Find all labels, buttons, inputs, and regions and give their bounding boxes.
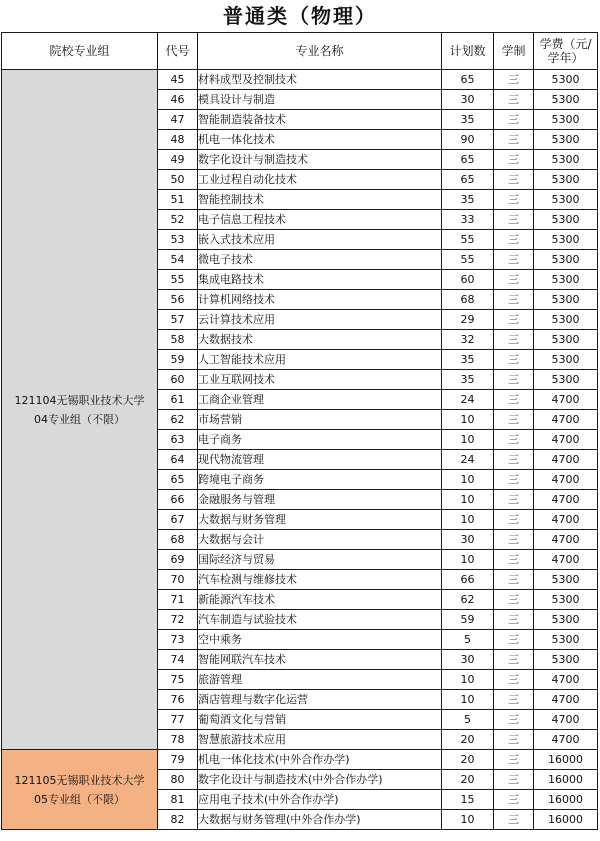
fee-cell: 4700 [534, 450, 598, 470]
fee-cell: 4700 [534, 550, 598, 570]
duration-cell: 三 [494, 250, 534, 270]
duration-cell: 三 [494, 170, 534, 190]
duration-cell: 三 [494, 310, 534, 330]
name-cell: 市场营销 [198, 410, 442, 430]
plan-cell: 60 [442, 270, 494, 290]
name-cell: 智能网联汽车技术 [198, 650, 442, 670]
header-fee [534, 33, 598, 70]
enrollment-table [1, 32, 598, 830]
code-cell: 47 [158, 110, 198, 130]
code-cell: 58 [158, 330, 198, 350]
code-cell: 74 [158, 650, 198, 670]
plan-cell: 10 [442, 410, 494, 430]
name-cell: 数字化设计与制造技术(中外合作办学) [198, 770, 442, 790]
duration-cell: 三 [494, 330, 534, 350]
fee-cell: 5300 [534, 70, 598, 90]
code-cell: 53 [158, 230, 198, 250]
group-label-line1: 121104无锡职业技术大学 [14, 393, 145, 407]
plan-cell: 66 [442, 570, 494, 590]
code-cell: 60 [158, 370, 198, 390]
name-cell: 人工智能技术应用 [198, 350, 442, 370]
plan-cell: 65 [442, 150, 494, 170]
duration-cell: 三 [494, 70, 534, 90]
fee-cell: 16000 [534, 770, 598, 790]
duration-cell: 三 [494, 590, 534, 610]
code-cell: 54 [158, 250, 198, 270]
group-label-line1: 121105无锡职业技术大学 [14, 773, 145, 787]
duration-cell: 三 [494, 130, 534, 150]
fee-cell: 4700 [534, 730, 598, 750]
name-cell: 酒店管理与数字化运营 [198, 690, 442, 710]
name-cell: 智能制造装备技术 [198, 110, 442, 130]
duration-cell: 三 [494, 570, 534, 590]
fee-cell: 4700 [534, 490, 598, 510]
plan-cell: 20 [442, 750, 494, 770]
plan-cell: 10 [442, 510, 494, 530]
fee-cell: 5300 [534, 610, 598, 630]
plan-cell: 29 [442, 310, 494, 330]
name-cell: 嵌入式技术应用 [198, 230, 442, 250]
fee-cell: 5300 [534, 350, 598, 370]
duration-cell: 三 [494, 550, 534, 570]
table-header-row [2, 33, 598, 70]
plan-cell: 24 [442, 450, 494, 470]
code-cell: 81 [158, 790, 198, 810]
code-cell: 68 [158, 530, 198, 550]
plan-cell: 68 [442, 290, 494, 310]
duration-cell: 三 [494, 650, 534, 670]
name-cell: 模具设计与制造 [198, 90, 442, 110]
code-cell: 67 [158, 510, 198, 530]
duration-cell: 三 [494, 430, 534, 450]
duration-cell: 三 [494, 350, 534, 370]
header-duration: 学制 [494, 33, 534, 70]
header-fee-line1: 学费（元/ [539, 37, 592, 51]
duration-cell: 三 [494, 730, 534, 750]
name-cell: 大数据与会计 [198, 530, 442, 550]
name-cell: 新能源汽车技术 [198, 590, 442, 610]
plan-cell: 10 [442, 470, 494, 490]
name-cell: 跨境电子商务 [198, 470, 442, 490]
duration-cell: 三 [494, 790, 534, 810]
fee-cell: 4700 [534, 510, 598, 530]
fee-cell: 4700 [534, 530, 598, 550]
plan-cell: 65 [442, 170, 494, 190]
duration-cell: 三 [494, 410, 534, 430]
group-label-line2: 05专业组（不限） [34, 792, 125, 806]
fee-cell: 16000 [534, 810, 598, 830]
fee-cell: 5300 [534, 190, 598, 210]
plan-cell: 20 [442, 730, 494, 750]
name-cell: 机电一体化技术 [198, 130, 442, 150]
name-cell: 材料成型及控制技术 [198, 70, 442, 90]
plan-cell: 55 [442, 230, 494, 250]
name-cell: 国际经济与贸易 [198, 550, 442, 570]
fee-cell: 5300 [534, 130, 598, 150]
fee-cell: 4700 [534, 410, 598, 430]
duration-cell: 三 [494, 630, 534, 650]
plan-cell: 20 [442, 770, 494, 790]
name-cell: 数字化设计与制造技术 [198, 150, 442, 170]
plan-cell: 30 [442, 650, 494, 670]
plan-cell: 32 [442, 330, 494, 350]
duration-cell: 三 [494, 770, 534, 790]
code-cell: 59 [158, 350, 198, 370]
code-cell: 63 [158, 430, 198, 450]
name-cell: 计算机网络技术 [198, 290, 442, 310]
name-cell: 电子信息工程技术 [198, 210, 442, 230]
code-cell: 61 [158, 390, 198, 410]
plan-cell: 5 [442, 630, 494, 650]
page-title: 普通类（物理） [223, 4, 377, 28]
name-cell: 工业过程自动化技术 [198, 170, 442, 190]
name-cell: 工商企业管理 [198, 390, 442, 410]
name-cell: 电子商务 [198, 430, 442, 450]
plan-cell: 5 [442, 710, 494, 730]
duration-cell: 三 [494, 710, 534, 730]
name-cell: 大数据与财务管理(中外合作办学) [198, 810, 442, 830]
group-cell [2, 750, 158, 830]
duration-cell: 三 [494, 270, 534, 290]
plan-cell: 65 [442, 70, 494, 90]
code-cell: 69 [158, 550, 198, 570]
fee-cell: 5300 [534, 650, 598, 670]
plan-cell: 59 [442, 610, 494, 630]
code-cell: 56 [158, 290, 198, 310]
code-cell: 75 [158, 670, 198, 690]
name-cell: 机电一体化技术(中外合作办学) [198, 750, 442, 770]
plan-cell: 10 [442, 810, 494, 830]
plan-cell: 30 [442, 530, 494, 550]
name-cell: 工业互联网技术 [198, 370, 442, 390]
fee-cell: 5300 [534, 570, 598, 590]
duration-cell: 三 [494, 470, 534, 490]
duration-cell: 三 [494, 810, 534, 830]
duration-cell: 三 [494, 230, 534, 250]
duration-cell: 三 [494, 150, 534, 170]
plan-cell: 15 [442, 790, 494, 810]
table-body [2, 70, 598, 830]
fee-cell: 5300 [534, 110, 598, 130]
fee-cell: 16000 [534, 790, 598, 810]
header-code: 代号 [158, 33, 198, 70]
duration-cell: 三 [494, 530, 534, 550]
plan-cell: 33 [442, 210, 494, 230]
name-cell: 大数据与财务管理 [198, 510, 442, 530]
code-cell: 71 [158, 590, 198, 610]
plan-cell: 10 [442, 670, 494, 690]
code-cell: 57 [158, 310, 198, 330]
fee-cell: 5300 [534, 330, 598, 350]
fee-cell: 5300 [534, 90, 598, 110]
header-fee-line2: 学年） [547, 51, 584, 65]
fee-cell: 5300 [534, 310, 598, 330]
header-group: 院校专业组 [2, 33, 158, 70]
fee-cell: 4700 [534, 390, 598, 410]
name-cell: 集成电路技术 [198, 270, 442, 290]
name-cell: 智慧旅游技术应用 [198, 730, 442, 750]
fee-cell: 5300 [534, 370, 598, 390]
header-name: 专业名称 [198, 33, 442, 70]
duration-cell: 三 [494, 390, 534, 410]
fee-cell: 4700 [534, 690, 598, 710]
code-cell: 52 [158, 210, 198, 230]
code-cell: 46 [158, 90, 198, 110]
code-cell: 82 [158, 810, 198, 830]
plan-cell: 35 [442, 190, 494, 210]
plan-cell: 35 [442, 110, 494, 130]
code-cell: 50 [158, 170, 198, 190]
name-cell: 云计算技术应用 [198, 310, 442, 330]
duration-cell: 三 [494, 210, 534, 230]
fee-cell: 5300 [534, 210, 598, 230]
fee-cell: 4700 [534, 430, 598, 450]
plan-cell: 10 [442, 490, 494, 510]
duration-cell: 三 [494, 290, 534, 310]
name-cell: 汽车制造与试验技术 [198, 610, 442, 630]
code-cell: 70 [158, 570, 198, 590]
fee-cell: 4700 [534, 710, 598, 730]
code-cell: 49 [158, 150, 198, 170]
duration-cell: 三 [494, 690, 534, 710]
duration-cell: 三 [494, 610, 534, 630]
code-cell: 72 [158, 610, 198, 630]
code-cell: 77 [158, 710, 198, 730]
name-cell: 葡萄酒文化与营销 [198, 710, 442, 730]
code-cell: 73 [158, 630, 198, 650]
name-cell: 金融服务与管理 [198, 490, 442, 510]
duration-cell: 三 [494, 190, 534, 210]
duration-cell: 三 [494, 450, 534, 470]
code-cell: 45 [158, 70, 198, 90]
name-cell: 现代物流管理 [198, 450, 442, 470]
plan-cell: 30 [442, 90, 494, 110]
code-cell: 51 [158, 190, 198, 210]
fee-cell: 5300 [534, 290, 598, 310]
plan-cell: 35 [442, 350, 494, 370]
table-row [2, 70, 598, 90]
group-label-line2: 04专业组（不限） [34, 412, 125, 426]
plan-cell: 55 [442, 250, 494, 270]
code-cell: 48 [158, 130, 198, 150]
fee-cell: 5300 [534, 590, 598, 610]
name-cell: 应用电子技术(中外合作办学) [198, 790, 442, 810]
duration-cell: 三 [494, 510, 534, 530]
fee-cell: 4700 [534, 670, 598, 690]
duration-cell: 三 [494, 370, 534, 390]
duration-cell: 三 [494, 90, 534, 110]
duration-cell: 三 [494, 110, 534, 130]
code-cell: 62 [158, 410, 198, 430]
name-cell: 微电子技术 [198, 250, 442, 270]
code-cell: 55 [158, 270, 198, 290]
code-cell: 76 [158, 690, 198, 710]
plan-cell: 90 [442, 130, 494, 150]
plan-cell: 10 [442, 550, 494, 570]
code-cell: 79 [158, 750, 198, 770]
code-cell: 65 [158, 470, 198, 490]
fee-cell: 16000 [534, 750, 598, 770]
name-cell: 汽车检测与维修技术 [198, 570, 442, 590]
name-cell: 空中乘务 [198, 630, 442, 650]
duration-cell: 三 [494, 670, 534, 690]
plan-cell: 10 [442, 430, 494, 450]
fee-cell: 5300 [534, 630, 598, 650]
code-cell: 80 [158, 770, 198, 790]
duration-cell: 三 [494, 490, 534, 510]
fee-cell: 5300 [534, 150, 598, 170]
code-cell: 66 [158, 490, 198, 510]
fee-cell: 5300 [534, 230, 598, 250]
fee-cell: 5300 [534, 270, 598, 290]
plan-cell: 24 [442, 390, 494, 410]
code-cell: 64 [158, 450, 198, 470]
name-cell: 旅游管理 [198, 670, 442, 690]
header-plan: 计划数 [442, 33, 494, 70]
fee-cell: 5300 [534, 170, 598, 190]
plan-cell: 35 [442, 370, 494, 390]
plan-cell: 62 [442, 590, 494, 610]
fee-cell: 4700 [534, 470, 598, 490]
group-cell [2, 70, 158, 750]
name-cell: 大数据技术 [198, 330, 442, 350]
name-cell: 智能控制技术 [198, 190, 442, 210]
duration-cell: 三 [494, 750, 534, 770]
code-cell: 78 [158, 730, 198, 750]
plan-cell: 10 [442, 690, 494, 710]
table-row [2, 750, 598, 770]
fee-cell: 5300 [534, 250, 598, 270]
